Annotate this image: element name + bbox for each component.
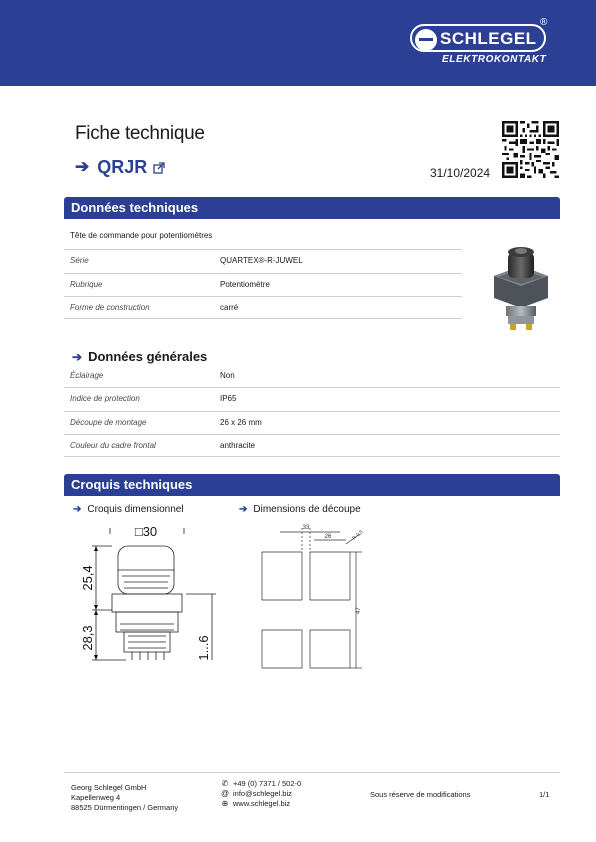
qr-code-icon xyxy=(502,121,559,178)
spec-value: QUARTEX®-R-JUWEL xyxy=(220,256,303,265)
email-address[interactable]: info@schlegel.biz xyxy=(233,789,292,798)
at-icon: @ xyxy=(220,789,230,798)
cut-top-label: 33 xyxy=(302,525,310,531)
arrow-right-icon: ➔ xyxy=(72,349,83,364)
spec-value: IP65 xyxy=(220,394,237,403)
footer-divider xyxy=(64,772,560,773)
brand-tagline: ELEKTROKONTAKT xyxy=(442,54,547,65)
divider xyxy=(64,456,560,457)
logo-oval xyxy=(410,24,546,52)
spec-row-lighting xyxy=(64,365,560,387)
notice-text: Sous réserve de modifications xyxy=(370,790,471,799)
spec-value: Non xyxy=(220,371,235,380)
product-image xyxy=(486,240,556,332)
dim-right-label: 1...6 xyxy=(196,635,211,661)
spec-label: Éclairage xyxy=(70,371,104,380)
schlegel-logo-icon xyxy=(415,29,437,51)
schlegel-logo[interactable] xyxy=(410,17,560,70)
cutout-drawing xyxy=(250,520,380,672)
phone-icon: ✆ xyxy=(221,779,229,788)
spec-row-series xyxy=(64,249,462,271)
arrow-right-icon: ➔ xyxy=(73,504,82,515)
product-code[interactable]: QRJR xyxy=(97,156,148,177)
contact-block xyxy=(220,779,301,809)
arrow-right-icon: ➔ xyxy=(75,157,90,176)
company-address xyxy=(71,783,178,813)
spec-label: Forme de construction xyxy=(70,303,150,312)
spec-label: Rubrique xyxy=(70,280,103,289)
company-name: Georg Schlegel GmbH xyxy=(71,783,147,792)
general-data-title: Données générales xyxy=(88,349,208,364)
spec-value: carré xyxy=(220,303,239,312)
spec-value: 26 x 26 mm xyxy=(220,418,262,427)
section-technical-sketches: Croquis techniques xyxy=(64,474,560,496)
arrow-right-icon: ➔ xyxy=(239,504,248,515)
cutout-sketch-title: Dimensions de découpe xyxy=(253,504,361,515)
brand-name: SCHLEGEL xyxy=(440,29,537,48)
cut-radius-label: R 0,5 xyxy=(351,529,365,542)
web-line[interactable] xyxy=(220,799,301,809)
document-date: 31/10/2024 xyxy=(430,166,491,180)
website[interactable]: www.schlegel.biz xyxy=(233,799,291,808)
page-number: 1/1 xyxy=(539,790,550,799)
general-data-heading xyxy=(72,349,207,364)
company-street: Kapellenweg 4 xyxy=(71,793,121,802)
cut-pitch-label: 26 xyxy=(324,534,332,540)
spec-row-construction xyxy=(64,296,462,318)
external-link-icon[interactable] xyxy=(153,161,165,173)
spec-row-cutout xyxy=(64,411,560,433)
spec-row-category xyxy=(64,273,462,295)
email-line[interactable] xyxy=(220,789,301,799)
spec-label: Série xyxy=(70,256,89,265)
cutout-sketch-heading xyxy=(239,504,361,515)
cut-side-label: 47 xyxy=(356,607,362,614)
spec-row-frame-color xyxy=(64,434,560,456)
dim-width-label: □30 xyxy=(134,524,158,539)
spec-value: anthracite xyxy=(220,441,256,450)
spec-row-protection xyxy=(64,387,560,409)
dim-lower-label: 28,3 xyxy=(80,625,95,651)
globe-icon: ⊕ xyxy=(221,799,229,808)
dim-upper-label: 25,4 xyxy=(80,565,95,591)
product-description: Tête de commande pour potentiomètres xyxy=(70,231,213,240)
divider xyxy=(64,318,462,319)
phone-number[interactable]: +49 (0) 7371 / 502-0 xyxy=(233,779,302,788)
dimension-sketch-heading xyxy=(73,504,184,515)
product-link[interactable] xyxy=(75,155,165,179)
section-technical-data: Données techniques xyxy=(64,197,560,219)
company-city: 88525 Dürmentingen / Germany xyxy=(71,803,179,812)
dimension-sketch-title: Croquis dimensionnel xyxy=(87,504,184,515)
phone-line[interactable] xyxy=(220,779,301,789)
registered-mark: ® xyxy=(540,17,548,28)
dimension-drawing xyxy=(76,520,226,672)
spec-label: Découpe de montage xyxy=(70,418,147,427)
spec-value: Potentiomètre xyxy=(220,280,270,289)
spec-label: Couleur du cadre frontal xyxy=(70,441,156,450)
spec-label: Indice de protection xyxy=(70,394,140,403)
document-title: Fiche technique xyxy=(75,123,205,144)
